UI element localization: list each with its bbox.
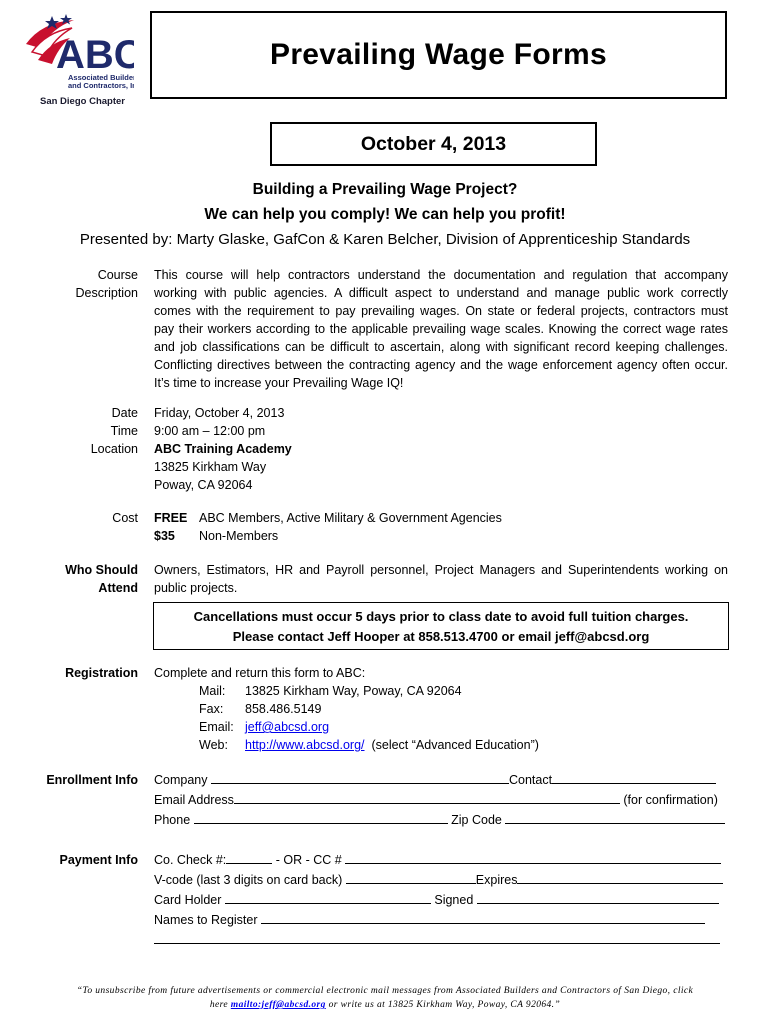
check-field[interactable] (226, 851, 272, 864)
signed-field[interactable] (477, 891, 719, 904)
fax-label: Fax: (199, 702, 224, 716)
logo-org-line1: Associated Builders (68, 73, 134, 82)
expires-field[interactable] (517, 871, 723, 884)
footer-line2 (0, 998, 770, 1012)
registration-intro: Complete and return this form to ABC: (154, 666, 366, 680)
logo-chapter: San Diego Chapter (40, 96, 125, 107)
check-label: Co. Check #: (154, 853, 227, 867)
presented-by: Presented by: Marty Glaske, GafCon & Karen Belcher, Division of Apprenticeship Standards (79, 231, 691, 248)
attend-line: Owners, Estimators, HR and Payroll personnel, Project Managers and Superintendents working on (154, 563, 728, 577)
company-label: Company (154, 773, 208, 787)
signed-label: Signed (434, 893, 474, 907)
card-holder-label: Card Holder (154, 893, 222, 907)
contact-field[interactable] (552, 771, 716, 784)
registration-email (154, 718, 539, 736)
contact-label: Contact (508, 773, 553, 787)
attend-line: public projects. (154, 581, 238, 595)
phone-line (154, 811, 725, 829)
web-note: (select “Advanced Education”) (371, 738, 539, 752)
attend-label-line1: Who Should (65, 563, 138, 577)
registration-web (154, 736, 539, 754)
cost-row (154, 509, 502, 527)
check-cc-line (154, 851, 721, 869)
course-desc-line: comes with the requirement to pay prevailing wages. On state or federal projects, contractors must (154, 304, 728, 318)
cost-table (154, 509, 502, 545)
phone-field[interactable] (194, 811, 448, 824)
date-value: Friday, October 4, 2013 (154, 406, 285, 420)
registration-mail (154, 682, 539, 700)
course-description (154, 266, 728, 392)
web-label: Web: (199, 738, 228, 752)
event-date: October 4, 2013 (360, 132, 507, 155)
enrollment-label: Enrollment Info (46, 773, 138, 787)
zip-label: Zip Code (451, 813, 502, 827)
abc-logo-mark (22, 14, 134, 98)
cost-amount: FREE (154, 511, 188, 525)
course-desc-line: working with public agencies. A difficult aspect to understand and manage public work correctly (154, 286, 728, 300)
email-link[interactable]: jeff@abcsd.org (245, 720, 330, 734)
location-addr1: 13825 Kirkham Way (154, 460, 267, 474)
time-label: Time (110, 424, 138, 438)
course-desc-line: It’s time to increase your Prevailing Wage IQ! (154, 376, 404, 390)
vcode-line (154, 871, 723, 889)
course-desc-line: pay their workers according to the applicable prevailing wage scales. Knowing the correct wage rates (154, 322, 728, 336)
holder-line (154, 891, 719, 909)
mail-value: 13825 Kirkham Way, Poway, CA 92064 (245, 684, 462, 698)
location-name: ABC Training Academy (154, 442, 292, 456)
course-desc-line: Conflicting directives between the contracting agency and the wage enforcement agency often occur. (154, 358, 728, 372)
cancellation-notice (153, 602, 729, 650)
footer-here: here (209, 1000, 228, 1010)
attend-text (154, 561, 728, 597)
location-addr2: Poway, CA 92064 (154, 478, 253, 492)
email-note: (for confirmation) (623, 793, 718, 807)
date-label: Date (111, 406, 138, 420)
registration-label: Registration (65, 666, 138, 680)
company-field[interactable] (211, 771, 509, 784)
headline-1: Building a Prevailing Wage Project? (252, 181, 518, 198)
fax-value: 858.486.5149 (245, 702, 322, 716)
date-box (270, 122, 597, 166)
registration-fax (154, 700, 539, 718)
notice-line1: Cancellations must occur 5 days prior to class date to avoid full tuition charges. (193, 609, 689, 624)
course-desc-line: This course will help contractors understand the documentation and regulation that accompany (154, 268, 728, 282)
card-holder-field[interactable] (225, 891, 431, 904)
email-address-field[interactable] (234, 791, 620, 804)
payment-label: Payment Info (59, 853, 138, 867)
names-line (154, 911, 705, 929)
cost-label: Cost (112, 511, 138, 525)
time-value: 9:00 am – 12:00 pm (154, 424, 266, 438)
course-label-line1: Course (97, 268, 138, 282)
cost-row (154, 527, 502, 545)
cost-amount: $35 (154, 529, 175, 543)
details-values (154, 404, 292, 494)
company-contact-line (154, 771, 716, 789)
mail-label: Mail: (199, 684, 226, 698)
course-desc-line: and job classifications can be difficult to ascertain, along with significant record keeping challenges. (154, 340, 728, 354)
cc-field[interactable] (345, 851, 721, 864)
details-labels (0, 404, 138, 458)
attend-label-line2: Attend (98, 581, 138, 595)
cost-desc: Non-Members (199, 529, 279, 543)
email-line (154, 791, 718, 809)
footer-line1: “To unsubscribe from future advertisements or commercial electronic mail messages from Associated Builders and Contractors of San Diego, click (76, 986, 694, 996)
or-cc-label: - OR - CC # (275, 853, 342, 867)
attend-label (0, 561, 138, 597)
email-address-label: Email Address (154, 793, 234, 807)
logo-org-line2: and Contractors, Inc (68, 81, 134, 90)
phone-label: Phone (154, 813, 191, 827)
location-label: Location (90, 442, 138, 456)
unsubscribe-footer (0, 984, 770, 1012)
course-label (0, 266, 138, 302)
registration-block (154, 664, 539, 754)
vcode-label: V-code (last 3 digits on card back) (154, 873, 343, 887)
names-field[interactable] (261, 911, 705, 924)
page-title: Prevailing Wage Forms (270, 38, 607, 71)
names-line-2 (154, 931, 720, 949)
notice-line2: Please contact Jeff Hooper at 858.513.4700 or email jeff@abcsd.org (232, 629, 650, 644)
names-field-2[interactable] (154, 931, 720, 944)
email-label: Email: (199, 720, 234, 734)
zip-field[interactable] (505, 811, 725, 824)
names-label: Names to Register (154, 913, 258, 927)
course-label-line2: Description (75, 286, 138, 300)
footer-post: or write us at 13825 Kirkham Way, Poway, CA 92064.” (328, 1000, 561, 1010)
headline-2: We can help you comply! We can help you profit! (204, 206, 566, 223)
web-link[interactable]: http://www.abcsd.org/ (245, 738, 365, 752)
vcode-field[interactable] (346, 871, 476, 884)
title-box (150, 11, 727, 99)
cost-desc: ABC Members, Active Military & Government Agencies (199, 511, 502, 525)
unsubscribe-mailto-link[interactable]: mailto:jeff@abcsd.org (230, 1000, 326, 1010)
logo-text: ABC (56, 33, 134, 77)
expires-label: Expires (475, 873, 518, 887)
